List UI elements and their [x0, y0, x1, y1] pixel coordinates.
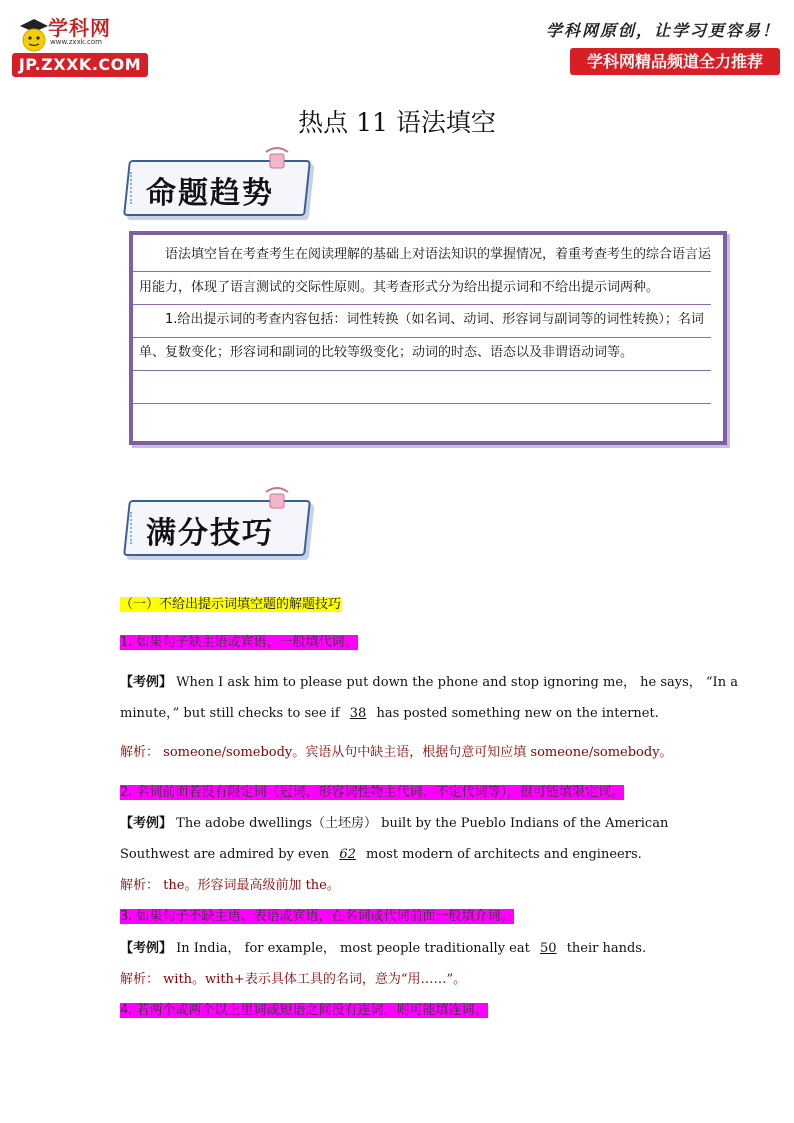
answer-2 [120, 876, 340, 896]
subheading [120, 595, 341, 615]
answer-2-text: the。形容词最高级前加 the。 [163, 878, 340, 893]
example-label: 【考例】 [120, 816, 173, 831]
rule-2 [120, 783, 624, 803]
section-banner-trend [120, 150, 310, 220]
answer-1-text: someone/somebody。宾语从句中缺主语，根据句意可知应填 someone/somebody。 [163, 745, 673, 760]
logo-url: www.zxxk.com [50, 38, 102, 46]
example-1-text-a: minute，” but still checks to see if [120, 706, 340, 721]
example-3 [120, 939, 646, 959]
slogan: 学科网原创，让学习更容易！ [545, 21, 780, 40]
page-title: 热点 11 语法填空 [298, 108, 496, 137]
answer-label: 解析： [120, 972, 160, 987]
recommend-badge[interactable]: 学科网精品频道全力推荐 [570, 48, 780, 75]
example-label: 【考例】 [120, 941, 173, 956]
example-2-text-a: Southwest are admired by even [120, 847, 330, 862]
rule-1-text: 1. 如果句子缺主语或宾语，一般填代词。 [120, 635, 358, 650]
paper-clip-icon [262, 146, 292, 170]
subheading-text: （一）不给出提示词填空题的解题技巧 [120, 597, 342, 612]
section-title-trend: 命题趋势 [146, 176, 274, 211]
example-2-line-1 [120, 814, 668, 834]
example-2-line-2 [120, 845, 642, 865]
example-1-line-2 [120, 704, 659, 724]
example-3-text-a: In India， for example， most people traditionally eat [176, 941, 530, 956]
blank-number: 38 [349, 706, 367, 721]
answer-3 [120, 970, 466, 990]
answer-1 [120, 743, 673, 763]
section-banner-skills [120, 490, 310, 560]
graduate-mascot-icon [16, 16, 52, 56]
example-3-text-b: their hands. [566, 941, 647, 956]
answer-3-text: with。with+表示具体工具的名词，意为“用……”。 [163, 972, 467, 987]
rule-3 [120, 907, 514, 927]
rule-4-text: 4. 若两个或两个以上里词或短语之间没有连词，则可能填连词。 [120, 1003, 488, 1018]
site-badge[interactable]: JP.ZXXK.COM [12, 53, 148, 77]
example-1-line-1 [120, 673, 738, 693]
intro-paragraph-1: 语法填空旨在考查考生在阅读理解的基础上对语法知识的掌握情况，着重考查考生的综合语言运用能力，体现了语言测试的交际性原则。其考查形式分为给出提示词和不给出提示词两种。 [139, 247, 712, 295]
example-1-text: When I ask him to please put down the phone and stop ignoring me， he says， “In a [176, 675, 738, 690]
intro-box [129, 231, 727, 445]
rule-1 [120, 633, 358, 653]
example-2-text: The adobe dwellings（土坯房） built by the Pueblo Indians of the American [176, 816, 669, 831]
blank-number: 62 [339, 847, 356, 862]
paper-clip-icon [262, 486, 292, 510]
intro-paragraph-2: 1.给出提示词的考查内容包括：词性转换（如名词、动词、形容词与副词等的词性转换）；名词单、复数变化；形容词和副词的比较等级变化；动词的时态、语态以及非谓语动词等。 [139, 312, 704, 360]
rule-3-text: 3. 如果句子不缺主语、表语或宾语，在名词或代词前面一般填介词。 [120, 909, 514, 924]
answer-label: 解析： [120, 878, 160, 893]
section-title-skills: 满分技巧 [146, 516, 274, 551]
rule-2-text: 2. 名词前面若没有限定词（冠词、形容词性物主代词、不定代词等），很可能填限定词。 [120, 785, 625, 800]
blank-number: 50 [540, 941, 557, 956]
example-1-text-b: has posted something new on the internet. [376, 706, 659, 721]
example-2-text-b: most modern of architects and engineers. [366, 847, 642, 862]
example-label: 【考例】 [120, 675, 173, 690]
answer-label: 解析： [120, 745, 160, 760]
rule-4 [120, 1001, 488, 1021]
logo-text: 学科网 [48, 16, 111, 40]
